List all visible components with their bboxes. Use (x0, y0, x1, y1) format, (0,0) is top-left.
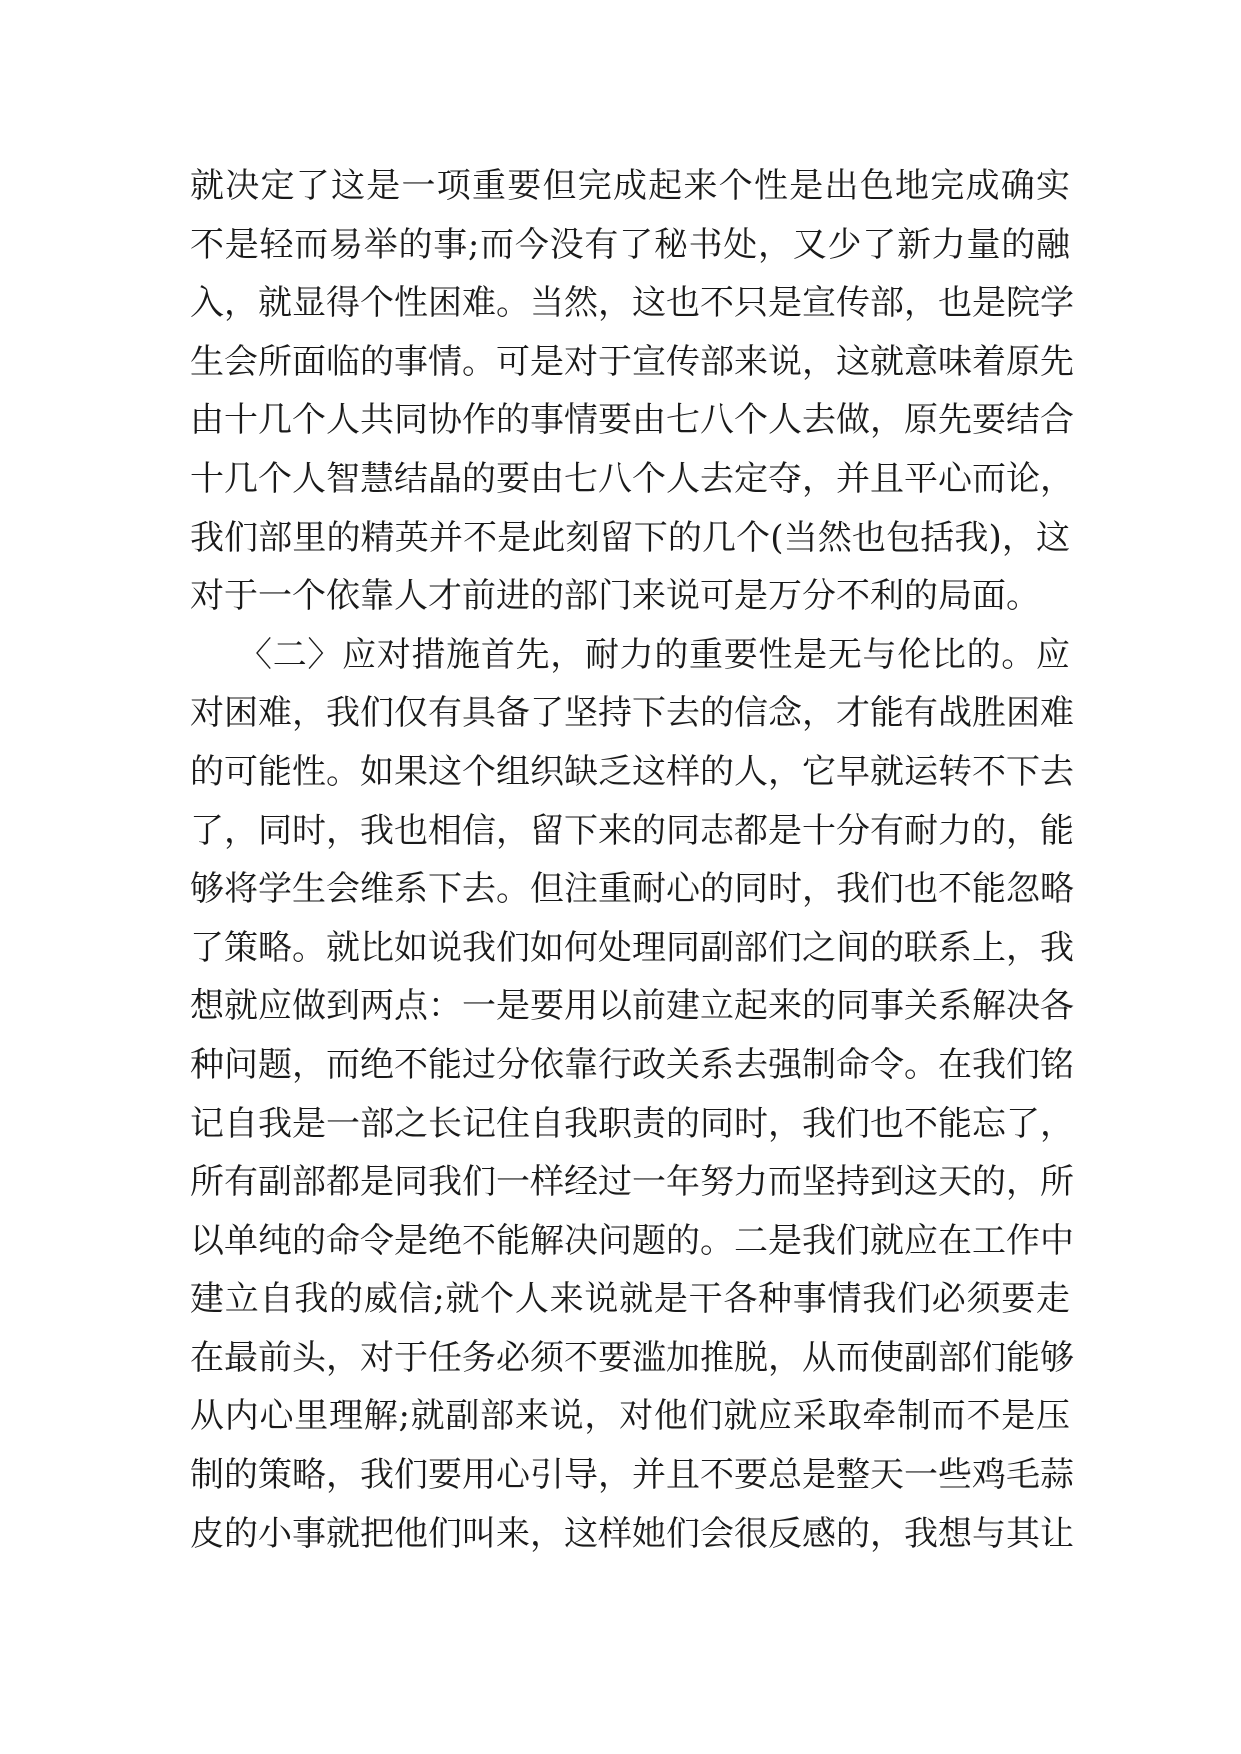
text-line: 制的策略，我们要用心引导，并且不要总是整天一些鸡毛蒜 (190, 1455, 1074, 1496)
text-line: 生会所面临的事情。可是对于宣传部来说，这就意味着原先 (190, 341, 1074, 382)
text-line: 以单纯的命令是绝不能解决问题的。二是我们就应在工作中 (190, 1220, 1074, 1261)
text-line: 了，同时，我也相信，留下来的同志都是十分有耐力的，能 (190, 810, 1074, 851)
text-line: 了策略。就比如说我们如何处理同副部们之间的联系上，我 (190, 927, 1074, 968)
text-line: 不是轻而易举的事;而今没有了秘书处，又少了新力量的融 (190, 224, 1070, 265)
body-text (190, 157, 1074, 1563)
text-line: 所有副部都是同我们一样经过一年努力而坚持到这天的，所 (190, 1162, 1074, 1203)
text-line: 的可能性。如果这个组织缺乏这样的人，它早就运转不下去 (190, 751, 1074, 792)
text-line: 记自我是一部之长记住自我职责的同时，我们也不能忘了， (190, 1103, 1074, 1144)
text-line: 建立自我的威信;就个人来说就是干各种事情我们必须要走 (190, 1279, 1070, 1320)
text-line: 对于一个依靠人才前进的部门来说可是万分不利的局面。 (190, 576, 1040, 617)
text-line: 想就应做到两点：一是要用以前建立起来的同事关系解决各 (190, 986, 1074, 1027)
text-line: 〈二〉应对措施首先，耐力的重要性是无与伦比的。应 (238, 634, 1070, 675)
text-line: 十几个人智慧结晶的要由七八个人去定夺，并且平心而论， (190, 458, 1074, 499)
text-line: 由十几个人共同协作的事情要由七八个人去做，原先要结合 (190, 400, 1074, 441)
text-line: 皮的小事就把他们叫来，这样她们会很反感的，我想与其让 (190, 1513, 1074, 1554)
text-line: 从内心里理解;就副部来说，对他们就应采取牵制而不是压 (190, 1396, 1071, 1437)
text-line: 我们部里的精英并不是此刻留下的几个(当然也包括我)，这 (190, 517, 1070, 558)
text-line: 就决定了这是一项重要但完成起来个性是出色地完成确实 (190, 166, 1070, 206)
text-line: 对困难，我们仅有具备了坚持下去的信念，才能有战胜困难 (190, 693, 1074, 734)
text-line: 够将学生会维系下去。但注重耐心的同时，我们也不能忽略 (190, 869, 1074, 910)
text-line: 入，就显得个性困难。当然，这也不只是宣传部，也是院学 (190, 283, 1074, 324)
text-line: 种问题，而绝不能过分依靠行政关系去强制命令。在我们铭 (190, 1044, 1074, 1085)
text-line: 在最前头，对于任务必须不要滥加推脱，从而使副部们能够 (190, 1337, 1074, 1378)
